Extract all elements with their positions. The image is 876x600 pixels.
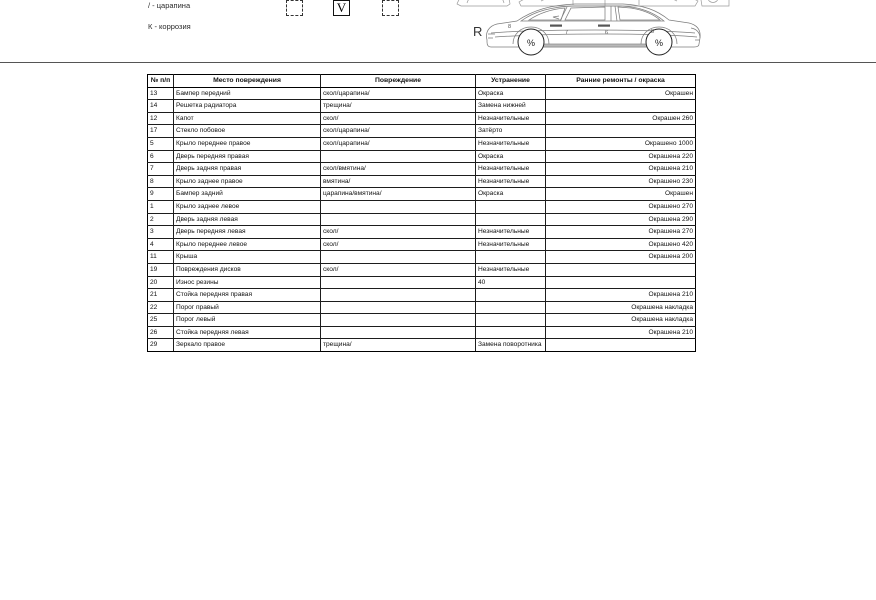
table-row[interactable]: [148, 87, 696, 100]
cell-location: Крыло заднее правое: [174, 175, 321, 188]
column-header-previous-repairs: Ранние ремонты / окраска: [546, 75, 696, 88]
table-row[interactable]: [148, 276, 696, 289]
cell-damage: царапина/вмятина/: [321, 188, 476, 201]
cell-damage: скол/вмятина/: [321, 163, 476, 176]
table-row[interactable]: [148, 301, 696, 314]
cell-repair: Незначительные: [476, 112, 546, 125]
cell-previous-repairs: [546, 339, 696, 352]
table-row[interactable]: [148, 137, 696, 150]
table-row[interactable]: [148, 200, 696, 213]
cell-repair: Незначительные: [476, 137, 546, 150]
cell-number: 29: [148, 339, 174, 352]
cell-location: Зеркало правое: [174, 339, 321, 352]
cell-number: 12: [148, 112, 174, 125]
cell-repair: [476, 213, 546, 226]
panel-number-8: 8: [508, 24, 512, 30]
cell-number: 20: [148, 276, 174, 289]
damage-code-legend: [148, 2, 268, 43]
cell-previous-repairs: Окрашен: [546, 188, 696, 201]
cell-repair: Окраска: [476, 188, 546, 201]
table-header-row: [148, 75, 696, 88]
checkbox-left[interactable]: [286, 0, 303, 16]
cell-previous-repairs: Окрашен: [546, 87, 696, 100]
cell-number: 14: [148, 100, 174, 113]
cell-repair: [476, 314, 546, 327]
table-row[interactable]: [148, 175, 696, 188]
cell-repair: Незначительные: [476, 263, 546, 276]
cell-number: 6: [148, 150, 174, 163]
cell-location: Порог правый: [174, 301, 321, 314]
cell-previous-repairs: Окрашена 220: [546, 150, 696, 163]
legend-line-scratch: / - царапина: [148, 1, 191, 10]
cell-damage: [321, 301, 476, 314]
cell-repair: 40: [476, 276, 546, 289]
cell-repair: Замена нижней: [476, 100, 546, 113]
cell-repair: Окраска: [476, 87, 546, 100]
cell-damage: [321, 150, 476, 163]
cell-location: Бампер задний: [174, 188, 321, 201]
cell-repair: Незначительные: [476, 175, 546, 188]
cell-previous-repairs: Окрашен 260: [546, 112, 696, 125]
legend-line-corrosion: К - коррозия: [148, 21, 191, 31]
cell-number: 5: [148, 137, 174, 150]
table-row[interactable]: [148, 326, 696, 339]
cell-previous-repairs: Окрашена 270: [546, 226, 696, 239]
cell-damage: [321, 326, 476, 339]
cell-repair: [476, 326, 546, 339]
table-row[interactable]: [148, 163, 696, 176]
cell-previous-repairs: Окрашено 1000: [546, 137, 696, 150]
cell-location: Капот: [174, 112, 321, 125]
vehicle-side-view-diagram: [455, 0, 730, 56]
vehicle-wheels: [518, 29, 672, 55]
section-divider: [0, 62, 876, 63]
cell-location: Бампер передний: [174, 87, 321, 100]
cell-damage: скол/царапина/: [321, 87, 476, 100]
cell-damage: скол/: [321, 263, 476, 276]
checkbox-middle[interactable]: [333, 0, 350, 16]
table-row[interactable]: [148, 251, 696, 264]
cell-location: Крыша: [174, 251, 321, 264]
cell-damage: скол/царапина/: [321, 137, 476, 150]
cell-location: Стойка передняя левая: [174, 326, 321, 339]
column-header-number: № п/п: [148, 75, 174, 88]
cell-location: Повреждения дисков: [174, 263, 321, 276]
cell-previous-repairs: [546, 263, 696, 276]
cell-previous-repairs: Окрашена 200: [546, 251, 696, 264]
cell-previous-repairs: [546, 276, 696, 289]
table-row[interactable]: [148, 188, 696, 201]
cell-previous-repairs: Окрашена накладка: [546, 301, 696, 314]
cell-damage: [321, 251, 476, 264]
cell-repair: Окраска: [476, 150, 546, 163]
cell-number: 19: [148, 263, 174, 276]
cell-previous-repairs: Окрашено 230: [546, 175, 696, 188]
cell-damage: [321, 200, 476, 213]
vehicle-top-view-partial: [457, 0, 729, 6]
cell-damage: скол/: [321, 112, 476, 125]
cell-number: 22: [148, 301, 174, 314]
cell-location: Стекло побовое: [174, 125, 321, 138]
cell-number: 1: [148, 200, 174, 213]
cell-damage: вмятина/: [321, 175, 476, 188]
table-row[interactable]: [148, 339, 696, 352]
cell-location: Крыло переднее правое: [174, 137, 321, 150]
table-row[interactable]: [148, 226, 696, 239]
table-row[interactable]: [148, 263, 696, 276]
table-row[interactable]: [148, 213, 696, 226]
table-row[interactable]: [148, 125, 696, 138]
cell-repair: [476, 289, 546, 302]
cell-damage: трещина/: [321, 100, 476, 113]
cell-repair: Замена поворотника: [476, 339, 546, 352]
table-row[interactable]: [148, 112, 696, 125]
cell-number: 9: [148, 188, 174, 201]
cell-number: 11: [148, 251, 174, 264]
cell-damage: [321, 289, 476, 302]
cell-number: 13: [148, 87, 174, 100]
cell-location: Порог левый: [174, 314, 321, 327]
wheel-mark-front: %: [654, 38, 664, 48]
cell-location: Решетка радиатора: [174, 100, 321, 113]
cell-repair: [476, 301, 546, 314]
table-row[interactable]: [148, 100, 696, 113]
cell-location: Дверь задняя левая: [174, 213, 321, 226]
diagram-side-label: R: [473, 24, 483, 39]
cell-damage: трещина/: [321, 339, 476, 352]
cell-repair: Незначительные: [476, 226, 546, 239]
cell-previous-repairs: Окрашено 420: [546, 238, 696, 251]
cell-repair: [476, 200, 546, 213]
panel-number-5: 5: [651, 29, 655, 35]
cell-previous-repairs: [546, 100, 696, 113]
cell-location: Крыло переднее левое: [174, 238, 321, 251]
table-row[interactable]: [148, 289, 696, 302]
cell-damage: [321, 213, 476, 226]
cell-location: Дверь задняя правая: [174, 163, 321, 176]
cell-previous-repairs: Окрашено 270: [546, 200, 696, 213]
cell-damage: скол/: [321, 238, 476, 251]
cell-repair: Затёрто: [476, 125, 546, 138]
cell-previous-repairs: Окрашена 210: [546, 326, 696, 339]
table-row[interactable]: [148, 314, 696, 327]
cell-location: Стойка передняя правая: [174, 289, 321, 302]
cell-repair: Незначительные: [476, 163, 546, 176]
checkbox-middle-mark: V: [336, 0, 347, 15]
cell-previous-repairs: Окрашена 210: [546, 163, 696, 176]
cell-previous-repairs: Окрашена накладка: [546, 314, 696, 327]
cell-number: 25: [148, 314, 174, 327]
cell-damage: скол/: [321, 226, 476, 239]
panel-number-6: 6: [605, 30, 609, 36]
cell-number: 21: [148, 289, 174, 302]
checkbox-right[interactable]: [382, 0, 399, 16]
cell-number: 3: [148, 226, 174, 239]
cell-previous-repairs: Окрашена 210: [546, 289, 696, 302]
cell-number: 4: [148, 238, 174, 251]
cell-previous-repairs: Окрашена 290: [546, 213, 696, 226]
column-header-repair: Устранение: [476, 75, 546, 88]
cell-number: 2: [148, 213, 174, 226]
cell-damage: скол/царапина/: [321, 125, 476, 138]
damage-table: [147, 74, 696, 352]
cell-previous-repairs: [546, 125, 696, 138]
panel-number-7: 7: [565, 30, 569, 36]
cell-number: 17: [148, 125, 174, 138]
cell-damage: [321, 314, 476, 327]
wheel-mark-rear: %: [526, 38, 536, 48]
cell-location: Износ резины: [174, 276, 321, 289]
cell-location: Крыло заднее левое: [174, 200, 321, 213]
cell-location: Дверь передняя правая: [174, 150, 321, 163]
cell-repair: Незначительные: [476, 238, 546, 251]
column-header-damage: Повреждение: [321, 75, 476, 88]
cell-number: 7: [148, 163, 174, 176]
cell-damage: [321, 276, 476, 289]
cell-repair: [476, 251, 546, 264]
cell-number: 26: [148, 326, 174, 339]
table-row[interactable]: [148, 238, 696, 251]
condition-checkbox-group: [286, 0, 412, 20]
damage-table-container: [147, 74, 695, 352]
column-header-location: Место повреждения: [174, 75, 321, 88]
cell-location: Дверь передняя левая: [174, 226, 321, 239]
table-row[interactable]: [148, 150, 696, 163]
cell-number: 8: [148, 175, 174, 188]
